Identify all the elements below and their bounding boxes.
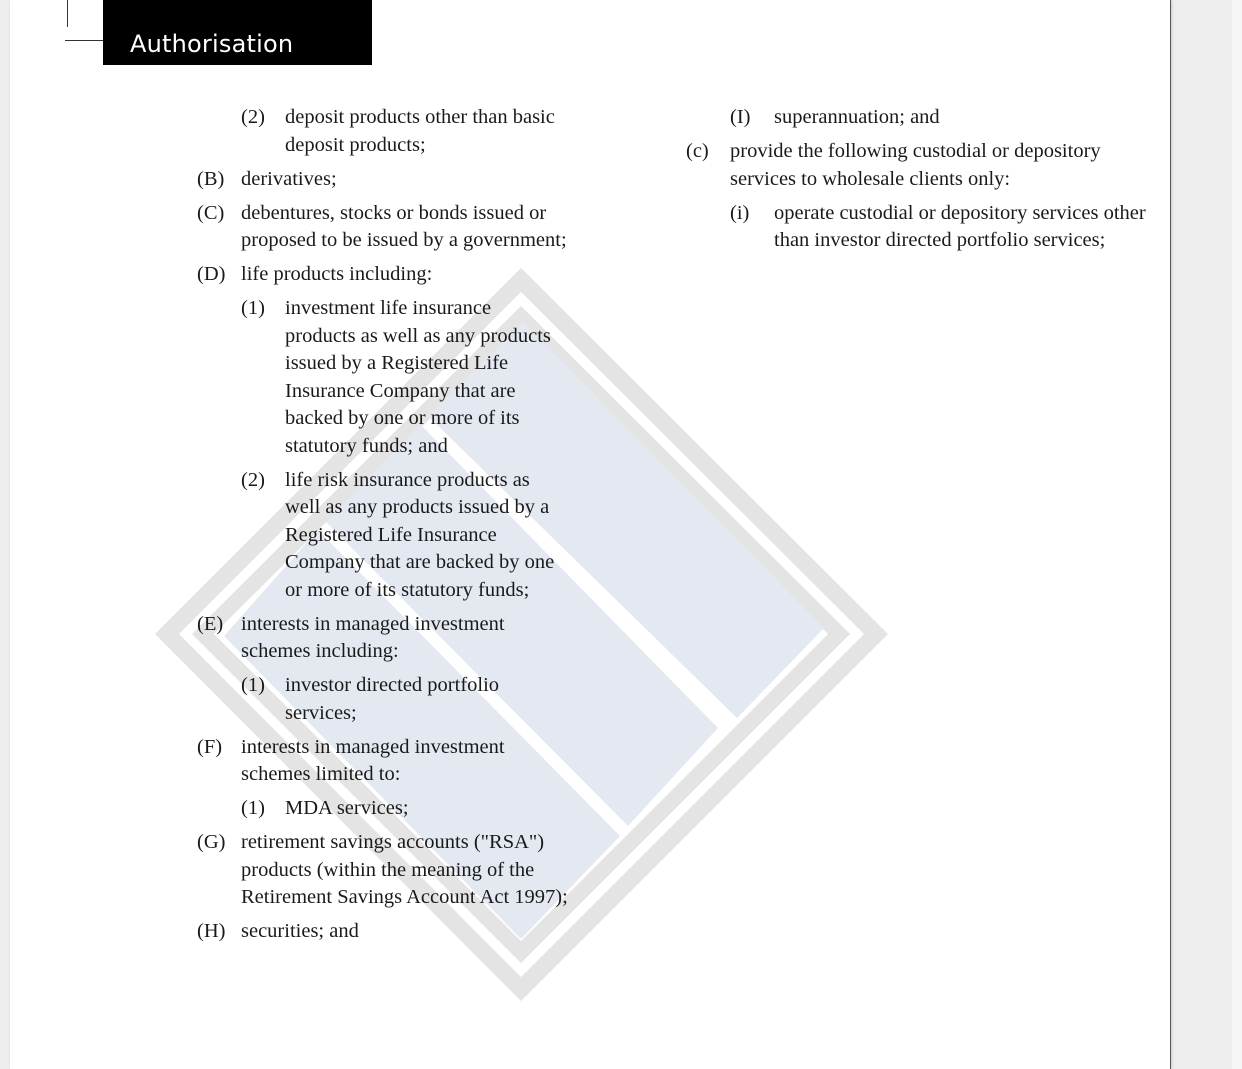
- list-item-label: (B): [197, 167, 225, 190]
- list-item-text: operate custodial or depository services other than investor directed portfolio services;: [774, 201, 1146, 251]
- list-item-text: life products including:: [241, 263, 433, 285]
- list-item-label: (D): [197, 263, 226, 285]
- list-item: [197, 261, 571, 289]
- list-item-text: interests in managed investment schemes limited to:: [241, 735, 505, 785]
- list-item-label: (c): [686, 140, 709, 162]
- list-item: [686, 138, 1146, 193]
- crop-mark-vertical: [67, 0, 68, 27]
- list-item-label: (1): [241, 674, 265, 696]
- section-header: [103, 0, 372, 65]
- list-item: [197, 611, 571, 666]
- list-item-text: derivatives;: [241, 167, 337, 190]
- section-header-title: Authorisation: [130, 30, 294, 58]
- list-item-label: (G): [197, 831, 226, 853]
- list-item-text: securities; and: [241, 920, 359, 942]
- list-item-text: deposit products other than basic deposit products;: [285, 106, 555, 156]
- list-item-text: provide the following custodial or depository services to wholesale clients only:: [730, 140, 1101, 190]
- left-text-column: [197, 104, 571, 952]
- list-item-text: investor directed portfolio services;: [285, 674, 500, 724]
- list-item-label: (2): [241, 468, 265, 491]
- document-page: [10, 0, 1171, 1069]
- list-item: [730, 200, 1146, 255]
- right-text-column: [686, 104, 1146, 261]
- list-item-label: (E): [197, 612, 224, 635]
- list-item-label: (1): [241, 297, 265, 319]
- list-item-text: investment life insurance products as well as any products issued by a Registered Life Insurance Company that are backed by one or more of its statutory funds; and: [285, 297, 551, 457]
- list-item-label: (H): [197, 920, 226, 942]
- list-item-label: (1): [241, 797, 265, 819]
- list-item-text: debentures, stocks or bonds issued or proposed to be issued by a government;: [241, 201, 567, 251]
- list-item-label: (I): [730, 106, 751, 128]
- list-item-text: interests in managed investment schemes including:: [241, 612, 505, 662]
- list-item: [197, 200, 571, 255]
- list-item-label: (2): [241, 106, 265, 128]
- list-item-text: life risk insurance products as well as any products issued by a Registered Life Insurance Company that are backed by one or more of its statutory funds;: [285, 468, 555, 601]
- list-item: [241, 672, 565, 727]
- list-item: [241, 795, 565, 823]
- list-item: [241, 295, 565, 460]
- list-item: [197, 918, 571, 946]
- list-item-label: (F): [197, 735, 223, 758]
- list-item-text: superannuation; and: [774, 106, 940, 128]
- viewer-edge: [1232, 0, 1242, 1069]
- list-item-label: (i): [730, 201, 750, 224]
- list-item: [241, 467, 565, 605]
- list-item: [730, 104, 1146, 132]
- crop-mark-horizontal: [65, 40, 105, 41]
- list-item: [197, 734, 571, 789]
- list-item-text: retirement savings accounts ("RSA") products (within the meaning of the Retirement Savings Account Act 1997);: [241, 831, 568, 908]
- list-item: [197, 166, 571, 194]
- list-item-label: (C): [197, 201, 225, 224]
- list-item: [197, 829, 571, 912]
- list-item-text: MDA services;: [285, 797, 409, 819]
- list-item: [241, 104, 565, 159]
